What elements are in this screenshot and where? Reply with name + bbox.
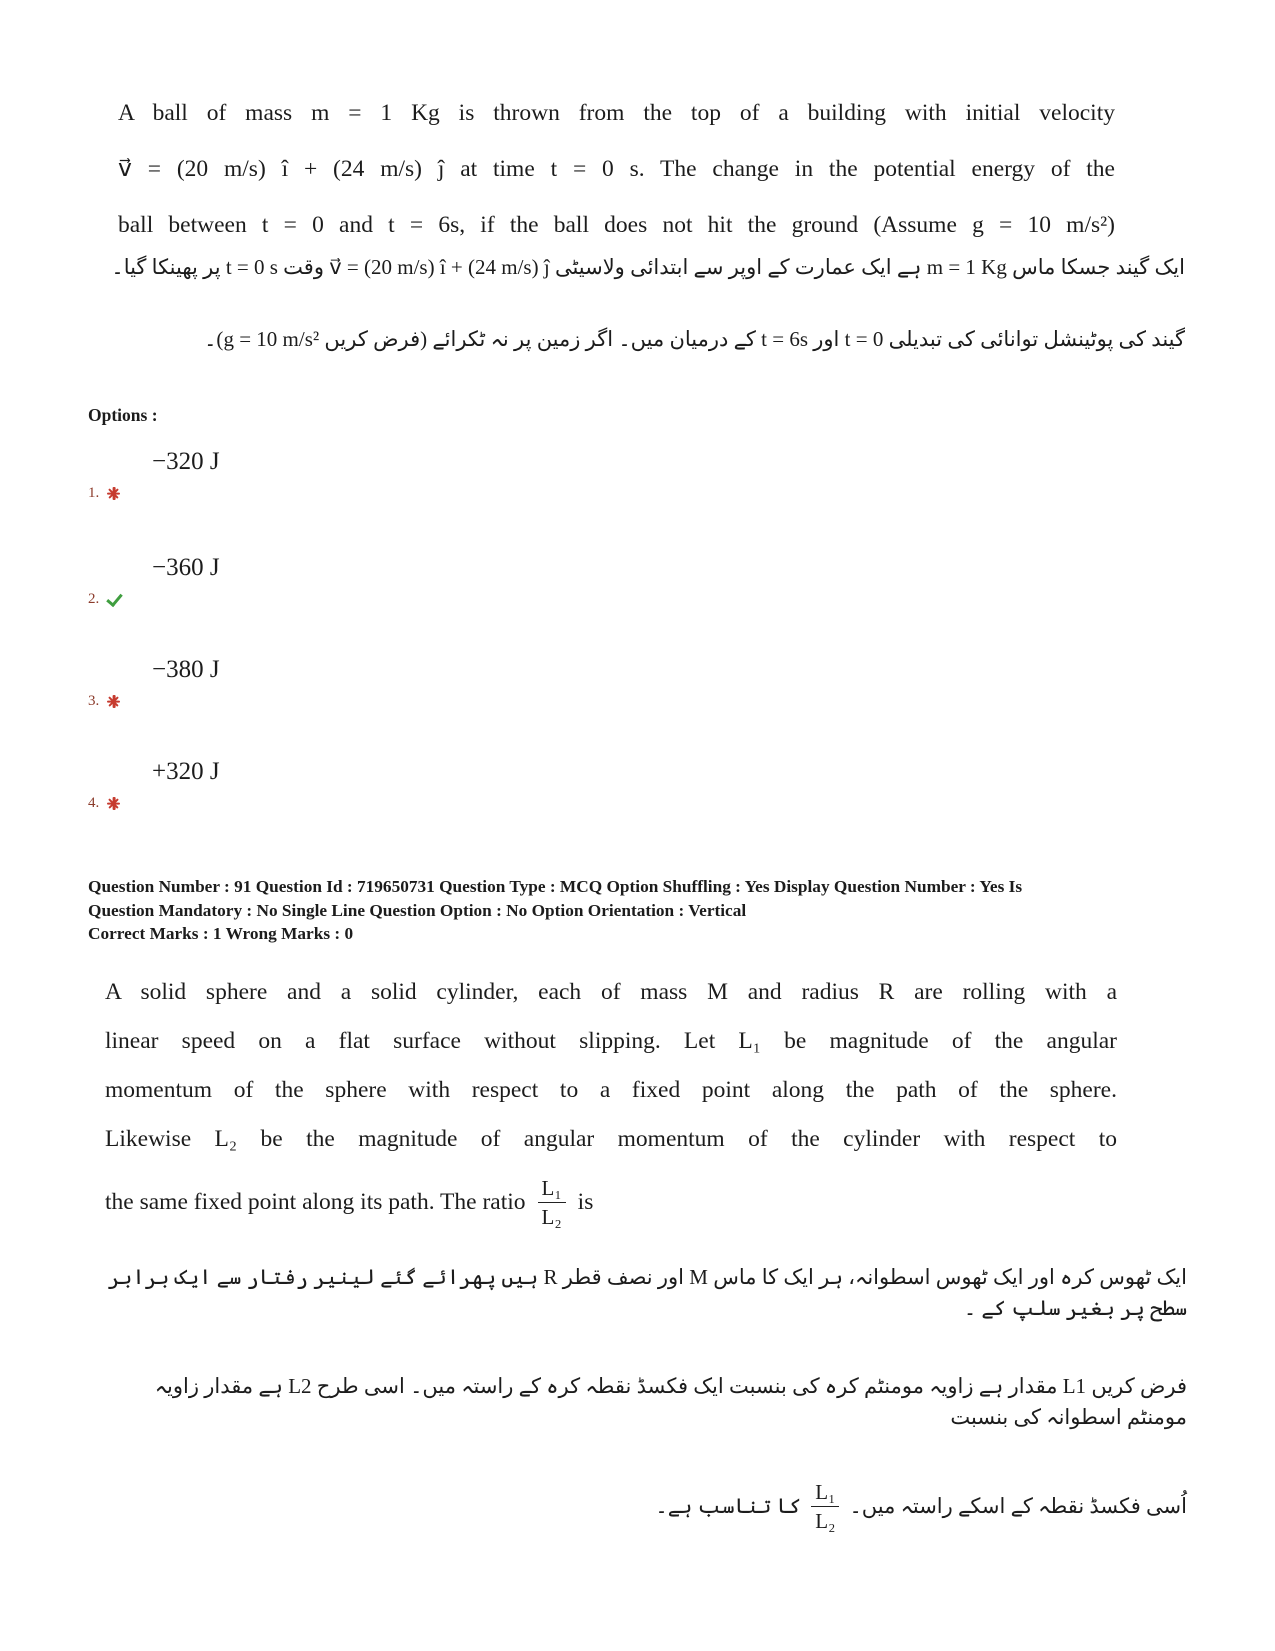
option-2-number: 2. — [88, 591, 100, 607]
urdu-line: ایک ٹھوس کرہ اور ایک ٹھوس اسطوانہ، ہر ایک کا ماس M اور نصف قطر R ہیں پھرائے گئے لینیر رفتار سے ایک برابر سطح پر بغیر سلپ کے ۔ — [107, 1265, 1187, 1320]
ratio-fraction — [538, 1176, 566, 1229]
question-last-line — [105, 1176, 1117, 1229]
question-line: A ball of mass m = 1 Kg is thrown from the top of a building with initial velocity — [118, 100, 1115, 126]
option-3 — [88, 656, 220, 710]
urdu-line: ایک گیند جسکا ماس m = 1 Kg ہے ایک عمارت کے اوپر سے ابتدائی ولاسیٹی v⃗ = (20 m/s) î + (24 m/s) ĵ وقت t = 0 s پر پھینکا گیا۔ — [111, 255, 1185, 279]
fraction-numerator: L₁ — [538, 1176, 566, 1203]
fraction-numerator: L₁ — [811, 1480, 839, 1507]
option-1-text: −320 J — [152, 448, 220, 475]
option-3-text: −380 J — [152, 656, 220, 683]
question-90-urdu-text — [95, 252, 1185, 396]
option-3-number: 3. — [88, 693, 100, 709]
correct-answer-icon — [106, 592, 121, 607]
question-91-english-text — [105, 968, 1117, 1229]
urdu-last-line-pre: اُسی فکسڈ نقطہ کے اسکے راستہ میں۔ — [849, 1494, 1187, 1519]
question-line: Likewise L₂ be the magnitude of angular momentum of the cylinder with respect to — [105, 1126, 1117, 1152]
metadata-line: Question Number : 91 Question Id : 719650731 Question Type : MCQ Option Shuffling : Yes Display Question Number : Yes Is — [88, 877, 1023, 896]
option-4 — [88, 758, 220, 812]
question-90-english-text — [118, 85, 1115, 253]
question-line: linear speed on a flat surface without slipping. Let L₁ be magnitude of the angular — [105, 1028, 1117, 1054]
option-1-number: 1. — [88, 485, 100, 501]
fraction-denominator: L₂ — [541, 1205, 562, 1230]
option-4-number: 4. — [88, 795, 100, 811]
urdu-line: گیند کی پوٹینشل توانائی کی تبدیلی t = 0 اور t = 6s کے درمیان میں۔ اگر زمین پر نہ ٹکرائے (فرض کریں g = 10 m/s²)۔ — [204, 327, 1185, 351]
wrong-answer-icon — [106, 796, 121, 811]
question-91-urdu-text — [95, 1262, 1187, 1533]
option-4-text: +320 J — [152, 758, 220, 785]
question-line: momentum of the sphere with respect to a fixed point along the path of the sphere. — [105, 1077, 1117, 1103]
question-metadata — [88, 875, 1208, 946]
ratio-fraction — [811, 1480, 839, 1533]
fraction-denominator: L₂ — [815, 1509, 836, 1534]
question-line: A solid sphere and a solid cylinder, each of mass M and radius R are rolling with a — [105, 979, 1117, 1005]
urdu-line: فرض کریں L1 مقدار ہے زاویہ مومنٹم کرہ کی بنسبت ایک فکسڈ نقطہ کرہ کے راستہ میں۔ اسی طرح L2 ہے مقدار زاویہ مومنٹم اسطوانہ کی بنسبت — [154, 1374, 1187, 1429]
urdu-last-line — [95, 1480, 1187, 1533]
option-2-text: −360 J — [152, 554, 220, 581]
question-line: ball between t = 0 and t = 6s, if the ball does not hit the ground (Assume g = 10 m/s²) — [118, 212, 1115, 238]
options-label: Options : — [88, 405, 158, 425]
option-2 — [88, 554, 220, 608]
question-last-line-post: is — [577, 1189, 594, 1216]
metadata-line: Correct Marks : 1 Wrong Marks : 0 — [88, 924, 354, 943]
question-line-formula: v⃗ = (20 m/s) î + (24 m/s) ĵ at time t = 0 s. The change in the potential energy of the — [118, 156, 1115, 182]
metadata-line: Question Mandatory : No Single Line Question Option : No Option Orientation : Vertical — [88, 900, 747, 920]
question-last-line-pre: the same fixed point along its path. The ratio — [105, 1189, 526, 1216]
urdu-last-line-post: کا تناسب ہے۔ — [655, 1494, 802, 1519]
wrong-answer-icon — [106, 486, 121, 501]
wrong-answer-icon — [106, 694, 121, 709]
option-1 — [88, 448, 220, 502]
